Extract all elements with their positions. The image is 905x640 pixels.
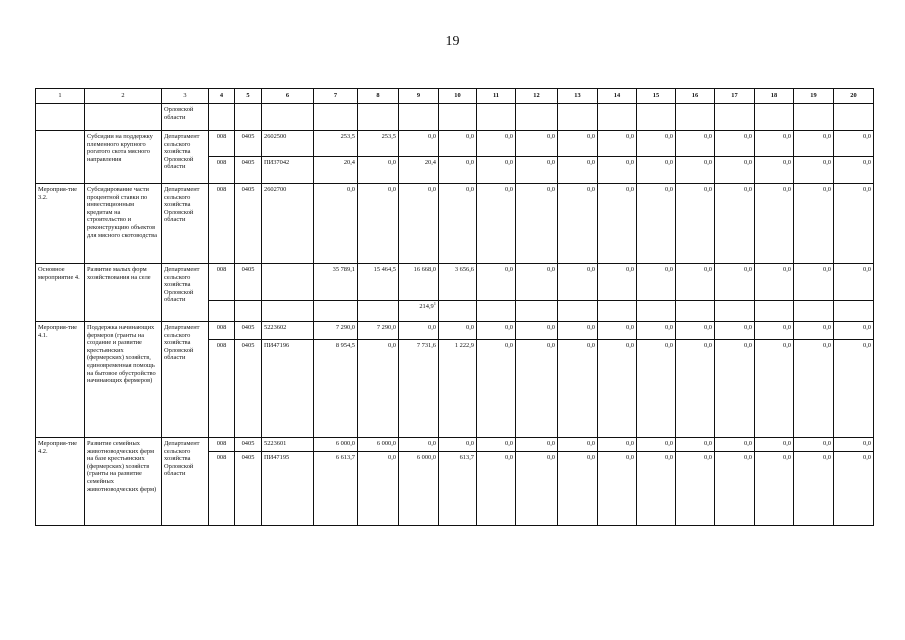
section-cell: 0405	[235, 264, 262, 301]
value-cell: 7 290,0	[358, 322, 399, 340]
value-cell: 0,0	[477, 131, 516, 157]
section-cell: 0405	[235, 131, 262, 157]
value-cell: 6 000,0	[358, 438, 399, 452]
activity-code-cell	[36, 131, 85, 184]
value-cell: 0,0	[676, 340, 715, 438]
value-cell	[637, 104, 676, 131]
value-cell: 0,0	[516, 322, 558, 340]
target-article-cell	[262, 301, 314, 322]
header-cell: 18	[755, 89, 794, 104]
value-cell: 0,0	[637, 322, 676, 340]
value-cell: 253,5	[314, 131, 358, 157]
target-article-cell: 5223601	[262, 438, 314, 452]
value-cell: 0,0	[477, 184, 516, 264]
value-cell: 6 613,7	[314, 452, 358, 526]
value-cell: 0,0	[558, 322, 598, 340]
value-cell	[834, 301, 874, 322]
target-article-cell	[262, 264, 314, 301]
value-cell: 0,0	[637, 184, 676, 264]
grbs-cell: 008	[209, 157, 235, 184]
header-cell: 11	[477, 89, 516, 104]
grbs-cell: 008	[209, 322, 235, 340]
value-cell	[834, 104, 874, 131]
value-cell: 0,0	[598, 264, 637, 301]
grbs-cell: 008	[209, 452, 235, 526]
value-cell: 0,0	[637, 157, 676, 184]
value-cell	[558, 104, 598, 131]
value-cell	[794, 301, 834, 322]
section-cell: 0405	[235, 184, 262, 264]
value-cell: 0,0	[676, 452, 715, 526]
value-cell: 0,0	[558, 438, 598, 452]
value-cell: 0,0	[834, 264, 874, 301]
value-cell: 6 000,0	[314, 438, 358, 452]
budget-table	[35, 88, 874, 526]
header-cell: 10	[439, 89, 477, 104]
value-cell	[676, 104, 715, 131]
value-cell: 0,0	[516, 131, 558, 157]
executor-cell: Департамент сельского хозяйства Орловской области	[162, 184, 209, 264]
value-cell: 0,0	[794, 184, 834, 264]
value-cell: 0,0	[516, 340, 558, 438]
header-cell: 19	[794, 89, 834, 104]
activity-code-cell: Основное мероприятие 4.	[36, 264, 85, 322]
value-cell: 0,0	[358, 157, 399, 184]
value-cell: 0,0	[637, 264, 676, 301]
value-cell: 0,0	[715, 131, 755, 157]
value-cell: 0,0	[755, 157, 794, 184]
value-cell	[439, 104, 477, 131]
value-cell: 0,0	[794, 264, 834, 301]
value-cell: 0,0	[755, 322, 794, 340]
section-cell: 0405	[235, 157, 262, 184]
value-cell: 0,0	[676, 131, 715, 157]
target-article-cell: ПИ47196	[262, 340, 314, 438]
value-cell: 0,0	[834, 438, 874, 452]
activity-name-cell: Развитие семейных животноводческих ферм на базе крестьянских (фермерских) хозяйств (гранты на развитие семейных животноводческих ферм)	[85, 438, 162, 526]
section-cell: 0405	[235, 340, 262, 438]
value-cell: 0,0	[834, 452, 874, 526]
table-row	[36, 264, 874, 301]
value-cell: 0,0	[516, 438, 558, 452]
table-row	[36, 131, 874, 157]
header-cell: 3	[162, 89, 209, 104]
value-cell: 0,0	[794, 340, 834, 438]
value-cell: 0,0	[399, 131, 439, 157]
value-cell: 0,0	[558, 340, 598, 438]
target-article-cell: 2602500	[262, 131, 314, 157]
value-cell: 0,0	[637, 131, 676, 157]
value-cell: 35 789,1	[314, 264, 358, 301]
grbs-cell: 008	[209, 340, 235, 438]
value-cell: 0,0	[314, 184, 358, 264]
value-cell	[516, 301, 558, 322]
table-row	[36, 438, 874, 452]
header-cell: 9	[399, 89, 439, 104]
executor-cell: Департамент сельского хозяйства Орловской области	[162, 438, 209, 526]
value-cell: 0,0	[794, 438, 834, 452]
value-cell: 8 954,5	[314, 340, 358, 438]
value-cell	[358, 301, 399, 322]
value-cell: 0,0	[637, 438, 676, 452]
value-cell: 0,0	[558, 131, 598, 157]
value-cell	[358, 104, 399, 131]
target-article-cell: 2602700	[262, 184, 314, 264]
value-cell: 0,0	[598, 340, 637, 438]
value-cell	[755, 104, 794, 131]
value-cell	[715, 301, 755, 322]
grbs-cell: 008	[209, 184, 235, 264]
activity-name-cell: Поддержка начинающих фермеров (гранты на создание и развитие крестьянских (фермерских) хозяйств, единовременная помощь на бытовое обустройство начинающих фермеров)	[85, 322, 162, 438]
value-cell: 0,0	[358, 452, 399, 526]
value-cell: 0,0	[794, 157, 834, 184]
activity-name-cell: Развитие малых форм хозяйствования на селе	[85, 264, 162, 322]
activity-code-cell	[36, 104, 85, 131]
target-article-cell: ПИ37042	[262, 157, 314, 184]
value-cell	[794, 104, 834, 131]
value-cell	[477, 104, 516, 131]
value-cell: 0,0	[755, 184, 794, 264]
value-cell: 0,0	[794, 131, 834, 157]
value-cell: 20,4	[399, 157, 439, 184]
activity-name-cell	[85, 104, 162, 131]
value-cell: 0,0	[715, 264, 755, 301]
value-cell: 0,0	[715, 340, 755, 438]
grbs-cell: 008	[209, 264, 235, 301]
header-cell: 2	[85, 89, 162, 104]
value-cell: 1 222,9	[439, 340, 477, 438]
value-cell: 0,0	[558, 452, 598, 526]
header-cell: 5	[235, 89, 262, 104]
header-cell: 8	[358, 89, 399, 104]
section-cell: 0405	[235, 322, 262, 340]
value-cell: 7 290,0	[314, 322, 358, 340]
value-cell	[558, 301, 598, 322]
value-cell: 0,0	[715, 157, 755, 184]
value-cell: 0,0	[439, 184, 477, 264]
section-cell: 0405	[235, 452, 262, 526]
value-cell: 0,0	[477, 157, 516, 184]
value-cell	[676, 301, 715, 322]
value-cell: 0,0	[755, 452, 794, 526]
activity-code-cell: Мероприя-тие 4.2.	[36, 438, 85, 526]
table-row	[36, 104, 874, 131]
executor-cell: Департамент сельского хозяйства Орловской области	[162, 322, 209, 438]
value-cell: 0,0	[715, 438, 755, 452]
value-cell: 0,0	[598, 438, 637, 452]
value-cell	[715, 104, 755, 131]
value-cell	[637, 301, 676, 322]
activity-code-cell: Мероприя-тие 3.2.	[36, 184, 85, 264]
value-cell	[439, 301, 477, 322]
executor-cell: Департамент сельского хозяйства Орловской области	[162, 264, 209, 322]
value-cell: 0,0	[715, 322, 755, 340]
value-cell: 0,0	[439, 322, 477, 340]
value-cell: 15 464,5	[358, 264, 399, 301]
header-cell: 12	[516, 89, 558, 104]
grbs-cell	[209, 104, 235, 131]
header-cell: 20	[834, 89, 874, 104]
activity-name-cell: Субсидии на поддержку племенного крупного рогатого скота мясного направления	[85, 131, 162, 184]
value-cell: 0,0	[598, 184, 637, 264]
value-cell: 0,0	[558, 264, 598, 301]
target-article-cell: ПИ47195	[262, 452, 314, 526]
value-cell	[598, 301, 637, 322]
value-cell: 0,0	[715, 452, 755, 526]
value-cell: 0,0	[516, 452, 558, 526]
table-row	[36, 184, 874, 264]
value-cell: 0,0	[794, 452, 834, 526]
value-cell: 253,5	[358, 131, 399, 157]
value-cell: 0,0	[598, 131, 637, 157]
value-cell: 0,0	[477, 340, 516, 438]
value-cell: 0,0	[834, 157, 874, 184]
value-cell: 0,0	[358, 184, 399, 264]
value-cell: 0,0	[358, 340, 399, 438]
value-cell: 0,0	[477, 322, 516, 340]
value-cell: 0,0	[516, 264, 558, 301]
value-cell: 0,0	[715, 184, 755, 264]
value-cell: 214,9$^1$	[399, 301, 439, 322]
executor-cell: Департамент сельского хозяйства Орловской области	[162, 131, 209, 184]
value-cell: 0,0	[834, 184, 874, 264]
value-cell: 0,0	[755, 264, 794, 301]
value-cell: 0,0	[516, 157, 558, 184]
table-row	[36, 322, 874, 340]
header-cell: 6	[262, 89, 314, 104]
value-cell: 0,0	[794, 322, 834, 340]
header-cell: 17	[715, 89, 755, 104]
value-cell: 0,0	[399, 184, 439, 264]
value-cell: 0,0	[676, 184, 715, 264]
value-cell	[314, 104, 358, 131]
value-cell: 0,0	[755, 438, 794, 452]
value-cell: 0,0	[598, 157, 637, 184]
page-number: 19	[445, 34, 460, 49]
header-cell: 1	[36, 89, 85, 104]
section-cell: 0405	[235, 438, 262, 452]
activity-name-cell: Субсидирование части процентной ставки по инвестиционным кредитам на строительство и реконструкцию объектов для мясного скотоводства	[85, 184, 162, 264]
table-header-row	[36, 89, 874, 104]
value-cell	[314, 301, 358, 322]
target-article-cell	[262, 104, 314, 131]
target-article-cell: 5223602	[262, 322, 314, 340]
value-cell: 0,0	[477, 438, 516, 452]
value-cell: 0,0	[558, 157, 598, 184]
header-cell: 16	[676, 89, 715, 104]
value-cell: 0,0	[558, 184, 598, 264]
value-cell	[477, 301, 516, 322]
value-cell: 0,0	[755, 131, 794, 157]
value-cell: 0,0	[399, 322, 439, 340]
value-cell	[516, 104, 558, 131]
value-cell: 16 668,0	[399, 264, 439, 301]
section-cell	[235, 104, 262, 131]
value-cell: 0,0	[676, 264, 715, 301]
header-cell: 7	[314, 89, 358, 104]
value-cell: 6 000,0	[399, 452, 439, 526]
value-cell: 20,4	[314, 157, 358, 184]
value-cell: 0,0	[439, 131, 477, 157]
executor-cell: Орловской области	[162, 104, 209, 131]
value-cell: 0,0	[516, 184, 558, 264]
value-cell: 0,0	[834, 131, 874, 157]
value-cell: 0,0	[755, 340, 794, 438]
value-cell: 0,0	[637, 452, 676, 526]
value-cell: 0,0	[477, 264, 516, 301]
value-cell	[755, 301, 794, 322]
value-cell: 613,7	[439, 452, 477, 526]
value-cell: 0,0	[676, 322, 715, 340]
value-cell: 0,0	[676, 438, 715, 452]
value-cell: 7 731,6	[399, 340, 439, 438]
value-cell: 0,0	[834, 322, 874, 340]
grbs-cell: 008	[209, 131, 235, 157]
footnote-mark: 1	[433, 300, 436, 306]
header-cell: 15	[637, 89, 676, 104]
grbs-cell	[209, 301, 235, 322]
value-cell: 0,0	[598, 322, 637, 340]
value-cell: 3 656,6	[439, 264, 477, 301]
value-cell: 0,0	[439, 157, 477, 184]
value-cell: 0,0	[676, 157, 715, 184]
value-cell	[598, 104, 637, 131]
header-cell: 14	[598, 89, 637, 104]
grbs-cell: 008	[209, 438, 235, 452]
value-cell: 0,0	[477, 452, 516, 526]
value-cell: 0,0	[399, 438, 439, 452]
activity-code-cell: Мероприя-тие 4.1.	[36, 322, 85, 438]
value-cell: 0,0	[637, 340, 676, 438]
header-cell: 13	[558, 89, 598, 104]
value-cell	[399, 104, 439, 131]
value-cell: 0,0	[598, 452, 637, 526]
header-cell: 4	[209, 89, 235, 104]
section-cell	[235, 301, 262, 322]
value-cell: 0,0	[439, 438, 477, 452]
value-cell: 0,0	[834, 340, 874, 438]
